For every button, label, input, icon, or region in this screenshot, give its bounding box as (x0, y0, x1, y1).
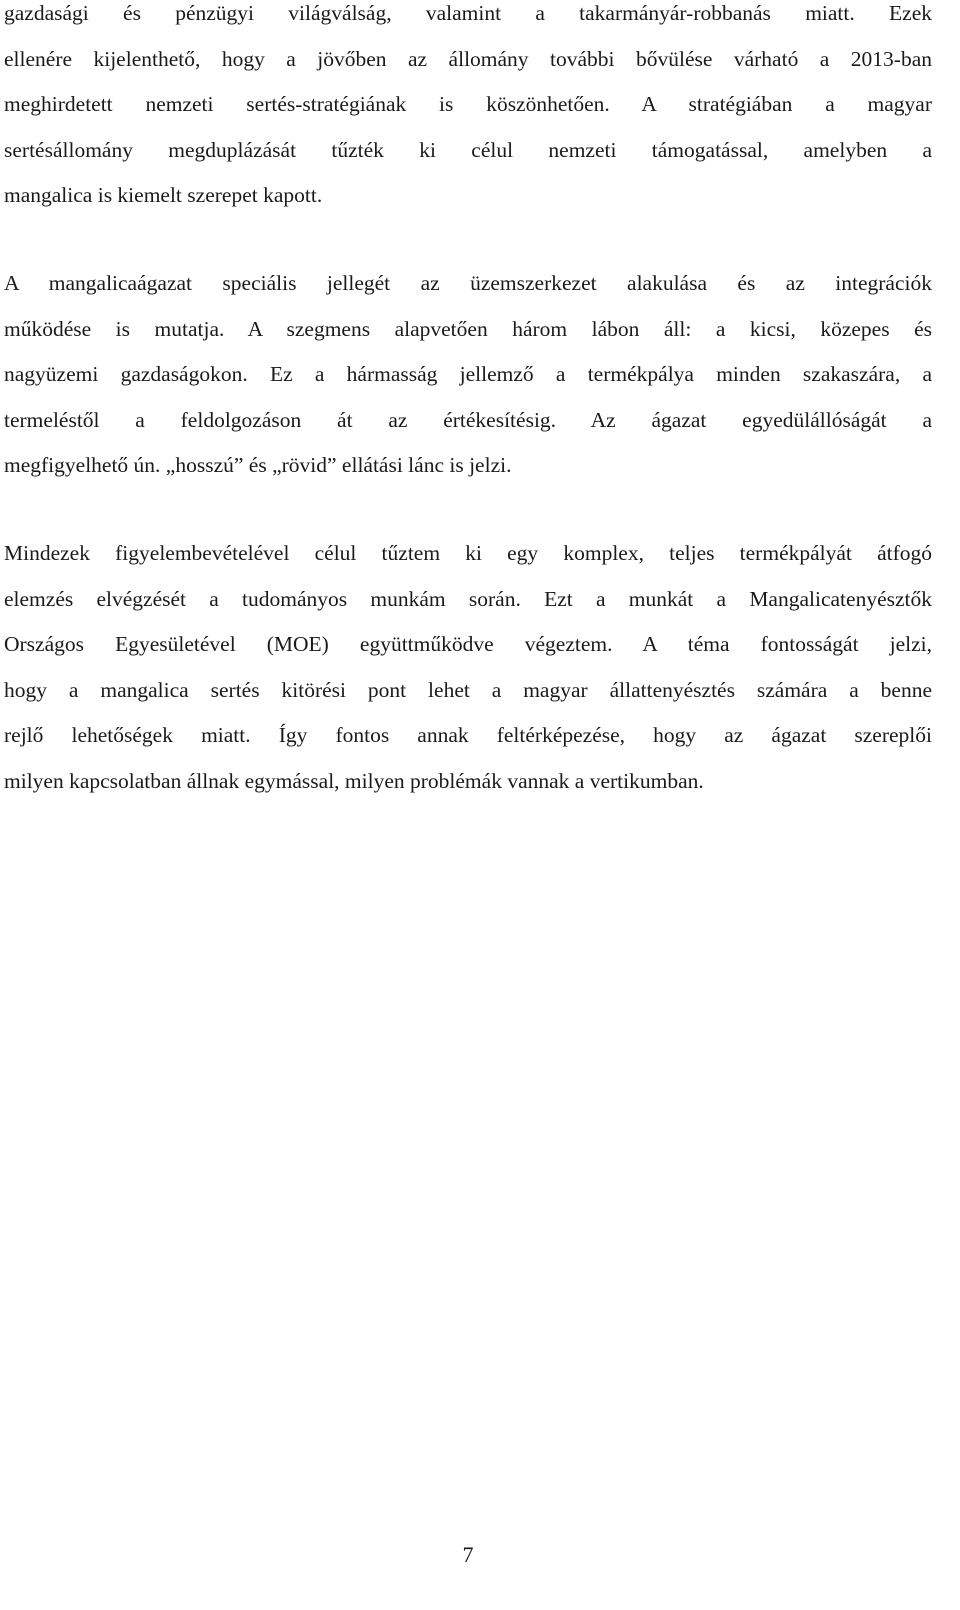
paragraph-3 (4, 531, 932, 804)
text-line: rejlő lehetőségek miatt. Így fontos annak feltérképezése, hogy az ágazat szereplői (4, 723, 932, 747)
text-line: ellenére kijelenthető, hogy a jövőben az állomány további bővülése várható a 2013-ban (4, 46, 932, 71)
text-line: termeléstől a feldolgozáson át az értékesítésig. Az ágazat egyedülállóságát a (4, 407, 932, 432)
text-line: nagyüzemi gazdaságokon. Ez a hármasság jellemző a termékpálya minden szakaszára, a (4, 362, 932, 386)
text-line: Mindezek figyelembevételével célul tűztem ki egy komplex, teljes termékpályát átfogó (4, 541, 932, 565)
text-line: gazdasági és pénzügyi világválság, valamint a takarmányár-robbanás miatt. Ezek (4, 1, 932, 25)
text-line: hogy a mangalica sertés kitörési pont lehet a magyar állattenyésztés számára a benne (4, 677, 932, 702)
text-line: Országos Egyesületével (MOE) együttműködve végeztem. A téma fontosságát jelzi, (4, 632, 932, 656)
text-line: meghirdetett nemzeti sertés-stratégiának is köszönhetően. A stratégiában a magyar (4, 92, 932, 116)
text-line: elemzés elvégzését a tudományos munkám során. Ezt a munkát a Mangalicatenyésztők (4, 586, 932, 611)
text-line: megfigyelhető ún. „hosszú” és „rövid” ellátási lánc is jelzi. (4, 453, 512, 477)
page-number: 7 (462, 1542, 474, 1567)
text-line: működése is mutatja. A szegmens alapvetően három lábon áll: a kicsi, közepes és (4, 316, 932, 341)
paragraph-1 (4, 0, 932, 219)
text-line: sertésállomány megduplázását tűzték ki célul nemzeti támogatással, amelyben a (4, 137, 932, 162)
text-line: milyen kapcsolatban állnak egymással, milyen problémák vannak a vertikumban. (4, 768, 704, 793)
text-line: A mangalicaágazat speciális jellegét az üzemszerkezet alakulása és az integrációk (4, 271, 932, 295)
text-line: mangalica is kiemelt szerepet kapott. (4, 183, 323, 207)
paragraph-2 (4, 261, 932, 489)
